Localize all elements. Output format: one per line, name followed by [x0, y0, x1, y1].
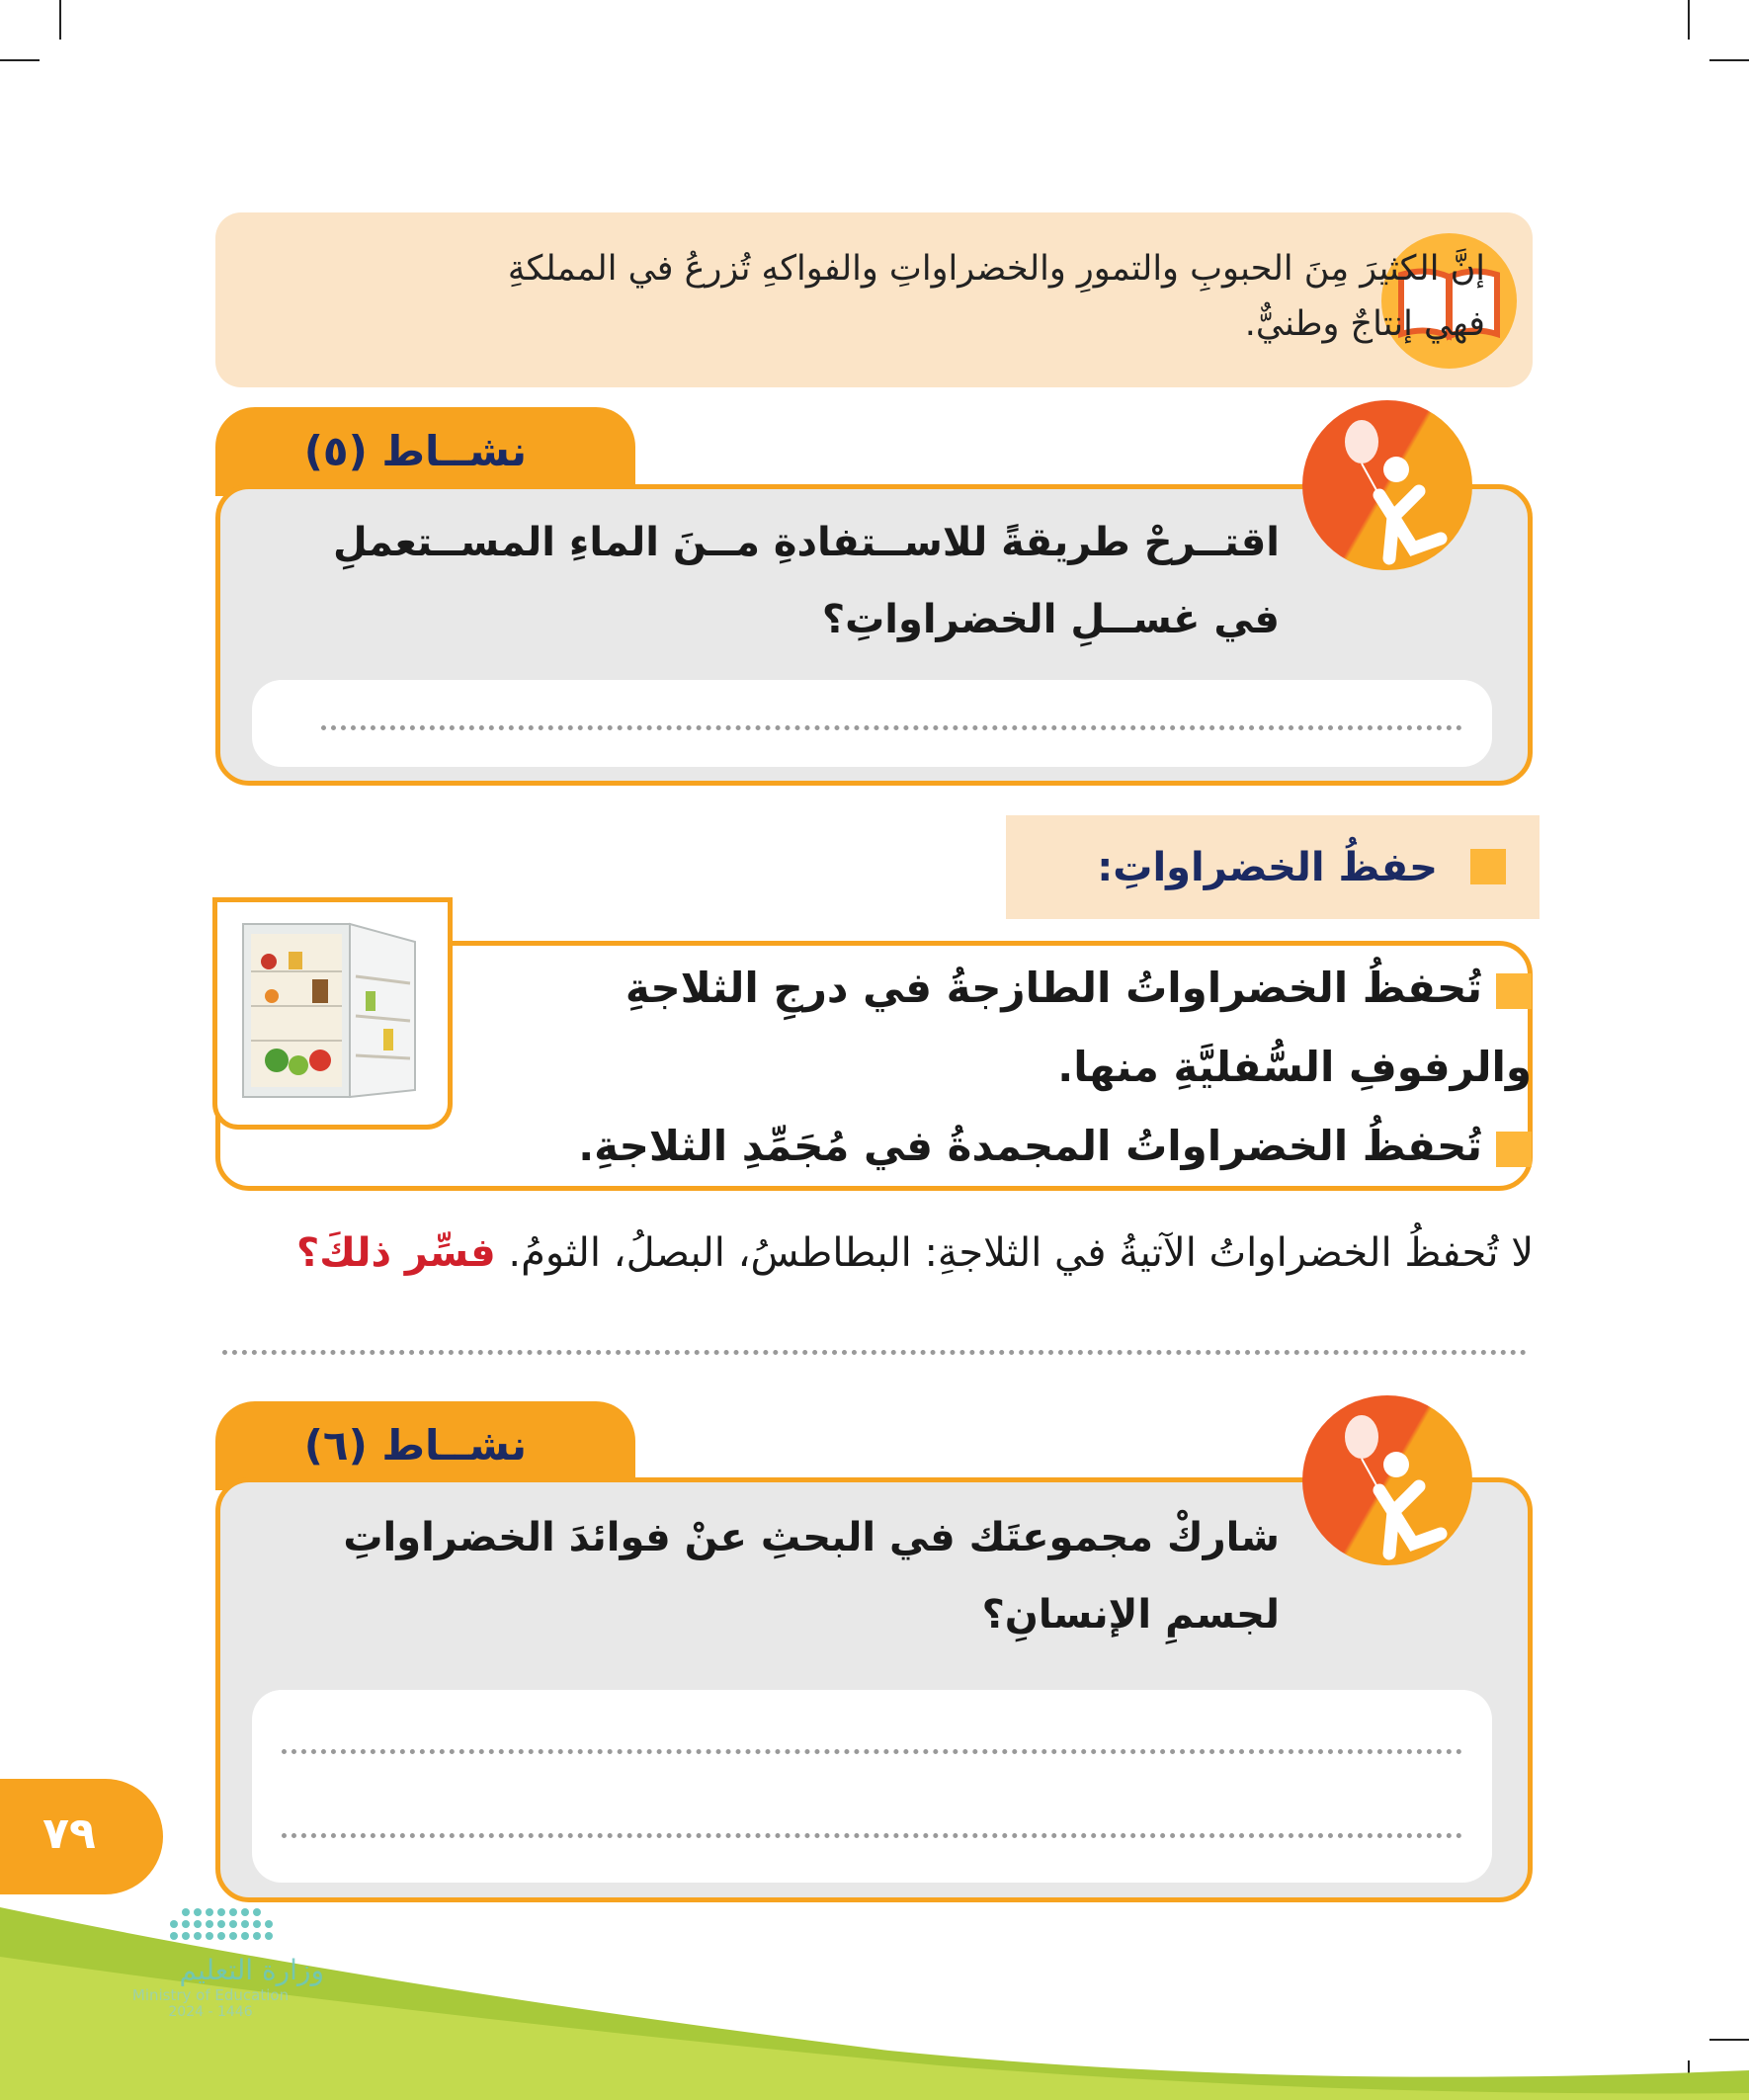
answer-field[interactable] [252, 680, 1492, 767]
dotted-line [282, 1749, 1462, 1754]
crop-mark [59, 0, 61, 40]
open-refrigerator-photo [217, 902, 448, 1125]
answer-line[interactable] [222, 1342, 1527, 1362]
dotted-line [222, 1350, 1527, 1355]
storage-bullet-list [464, 949, 1532, 1186]
activity-5-title: نشــاط (٥) [303, 427, 527, 475]
ministry-logo [97, 1902, 324, 2020]
edition-year: 2024 - 1446 [168, 2004, 253, 2020]
storage-bullet-2: تُحفظُ الخضراواتُ المجمدةُ في مُجَمِّدِ الثلاجةِ. [464, 1107, 1532, 1186]
child-balloon-icon [1302, 1395, 1472, 1565]
dotted-line [282, 1833, 1462, 1838]
answer-field[interactable] [252, 1690, 1492, 1883]
bullet-square [1496, 1132, 1532, 1167]
crop-mark [0, 59, 40, 61]
crop-mark [1709, 59, 1749, 61]
crop-mark [1688, 0, 1690, 40]
activity-5-tab [215, 407, 635, 496]
ministry-dots-logo [97, 1902, 324, 1950]
explain-question: لا تُحفظُ الخضراواتُ الآتيةُ في الثلاجةِ: البطاطسُ، البصلُ، الثومُ. فسِّر ذلكَ؟ [296, 1230, 1534, 1276]
ministry-name-ar: وزارة التعليم [179, 1954, 324, 1986]
storage-bullet-1: تُحفظُ الخضراواتُ الطازجةُ في درجِ الثلاجةِ والرفوفِ السُّفليَّةِ منها. [625, 964, 1532, 1091]
explain-highlight: فسِّر ذلكَ؟ [296, 1230, 496, 1276]
dotted-line [321, 725, 1462, 730]
ministry-name-en: Ministry of Education [131, 1986, 290, 2004]
section-title: حفظُ الخضراواتِ: [1097, 845, 1438, 890]
bullet-square [1470, 849, 1506, 884]
page-number: ٧٩ [42, 1808, 96, 1859]
bullet-square [1496, 973, 1532, 1009]
activity-6-question: شاركْ مجموعتَك في البحثِ عنْ فوائدَ الخضراواتِ لجسمِ الإنسانِ؟ [343, 1515, 1280, 1638]
activity-6-title: نشــاط (٦) [303, 1421, 527, 1470]
fridge-image-frame [212, 897, 453, 1130]
intro-text: إنَّ الكثيرَ مِنَ الحبوبِ والتمورِ والخضراواتِ والفواكهِ تُزرعُ في المملكةِ فهي إنتاجٌ وطنيٌّ. [507, 249, 1485, 344]
activity-5-question: اقتــرحْ طريقةً للاســتفادةِ مــنَ الماءِ المســتعملِ في غســلِ الخضراواتِ؟ [332, 520, 1280, 642]
child-balloon-icon [1302, 400, 1472, 570]
